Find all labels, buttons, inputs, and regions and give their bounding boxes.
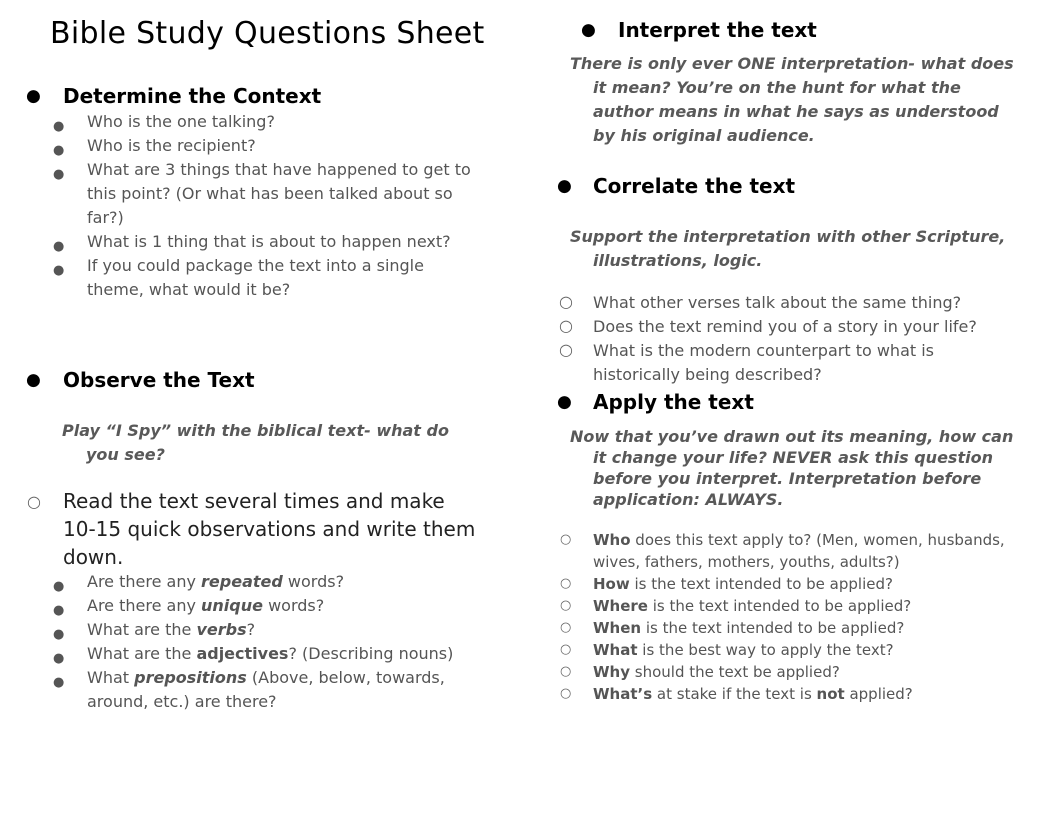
list-item: What prepositions (Above, below, towards, around, etc.) are there? (87, 668, 445, 711)
list-item: Who is the one talking? (87, 112, 275, 131)
list-item: What is the best way to apply the text? (593, 641, 894, 659)
section-heading-observe: Observe the Text (63, 368, 255, 392)
circle-bullet-icon: ○ (560, 532, 572, 547)
list-item: Who is the recipient? (87, 136, 256, 155)
observe-main: Read the text several times and make 10-15 quick observations and write them down. (63, 489, 476, 569)
section-heading-interpret: Interpret the text (618, 18, 817, 42)
section-heading-apply: Apply the text (593, 390, 754, 414)
circle-bullet-icon: ○ (559, 316, 573, 335)
list-item: How is the text intended to be applied? (593, 575, 893, 593)
small-bullet-icon: ● (53, 675, 65, 690)
small-bullet-icon: ● (53, 579, 65, 594)
circle-bullet-icon: ○ (560, 642, 572, 657)
small-bullet-icon: ● (53, 603, 65, 618)
list-item: Why should the text be applied? (593, 663, 840, 681)
circle-bullet-icon: ○ (559, 340, 573, 359)
circle-bullet-icon: ○ (560, 576, 572, 591)
small-bullet-icon: ● (53, 239, 65, 254)
bullet-icon: ● (557, 392, 572, 412)
list-item: What is the modern counterpart to what is historically being described? (593, 341, 935, 384)
circle-bullet-icon: ○ (27, 492, 41, 511)
bullet-icon: ● (26, 370, 41, 390)
section-heading-context: Determine the Context (63, 84, 322, 108)
apply-note: Now that you’ve drawn out its meaning, how can it change your life? NEVER ask this question before you interpret. Interpretation before application: ALWAYS. (570, 427, 1014, 509)
circle-bullet-icon: ○ (560, 686, 572, 701)
small-bullet-icon: ● (53, 651, 65, 666)
bullet-icon: ● (26, 86, 41, 106)
list-item: What’s at stake if the text is not applied? (593, 685, 913, 703)
list-item: Where is the text intended to be applied? (593, 597, 912, 615)
bullet-icon: ● (581, 20, 596, 40)
list-item: Are there any unique words? (87, 596, 325, 615)
list-item: Does the text remind you of a story in your life? (593, 317, 977, 336)
page-title: Bible Study Questions Sheet (50, 16, 485, 51)
circle-bullet-icon: ○ (560, 620, 572, 635)
list-item: Are there any repeated words? (87, 572, 345, 591)
small-bullet-icon: ● (53, 167, 65, 182)
small-bullet-icon: ● (53, 263, 65, 278)
circle-bullet-icon: ○ (559, 292, 573, 311)
list-item: What other verses talk about the same thing? (593, 293, 962, 312)
list-item: Who does this text apply to? (Men, women, husbands, wives, fathers, mothers, youths, adults?) (593, 531, 1005, 571)
small-bullet-icon: ● (53, 119, 65, 134)
section-heading-correlate: Correlate the text (593, 174, 796, 198)
list-item: When is the text intended to be applied? (593, 619, 905, 637)
interpret-note: There is only ever ONE interpretation- what does it mean? You’re on the hunt for what the author means in what he says as understood by his original audience. (570, 54, 1014, 145)
small-bullet-icon: ● (53, 627, 65, 642)
list-item: What is 1 thing that is about to happen next? (87, 232, 451, 251)
circle-bullet-icon: ○ (560, 664, 572, 679)
observe-note: Play “I Spy” with the biblical text- what do you see? (62, 421, 449, 464)
correlate-note: Support the interpretation with other Scripture, illustrations, logic. (570, 227, 1006, 270)
small-bullet-icon: ● (53, 143, 65, 158)
bullet-icon: ● (557, 176, 572, 196)
list-item: What are 3 things that have happened to get to this point? (Or what has been talked about so far?) (87, 160, 471, 227)
list-item: If you could package the text into a single theme, what would it be? (87, 256, 424, 299)
list-item: What are the verbs? (87, 620, 256, 639)
list-item: What are the adjectives? (Describing nouns) (87, 644, 454, 663)
circle-bullet-icon: ○ (560, 598, 572, 613)
